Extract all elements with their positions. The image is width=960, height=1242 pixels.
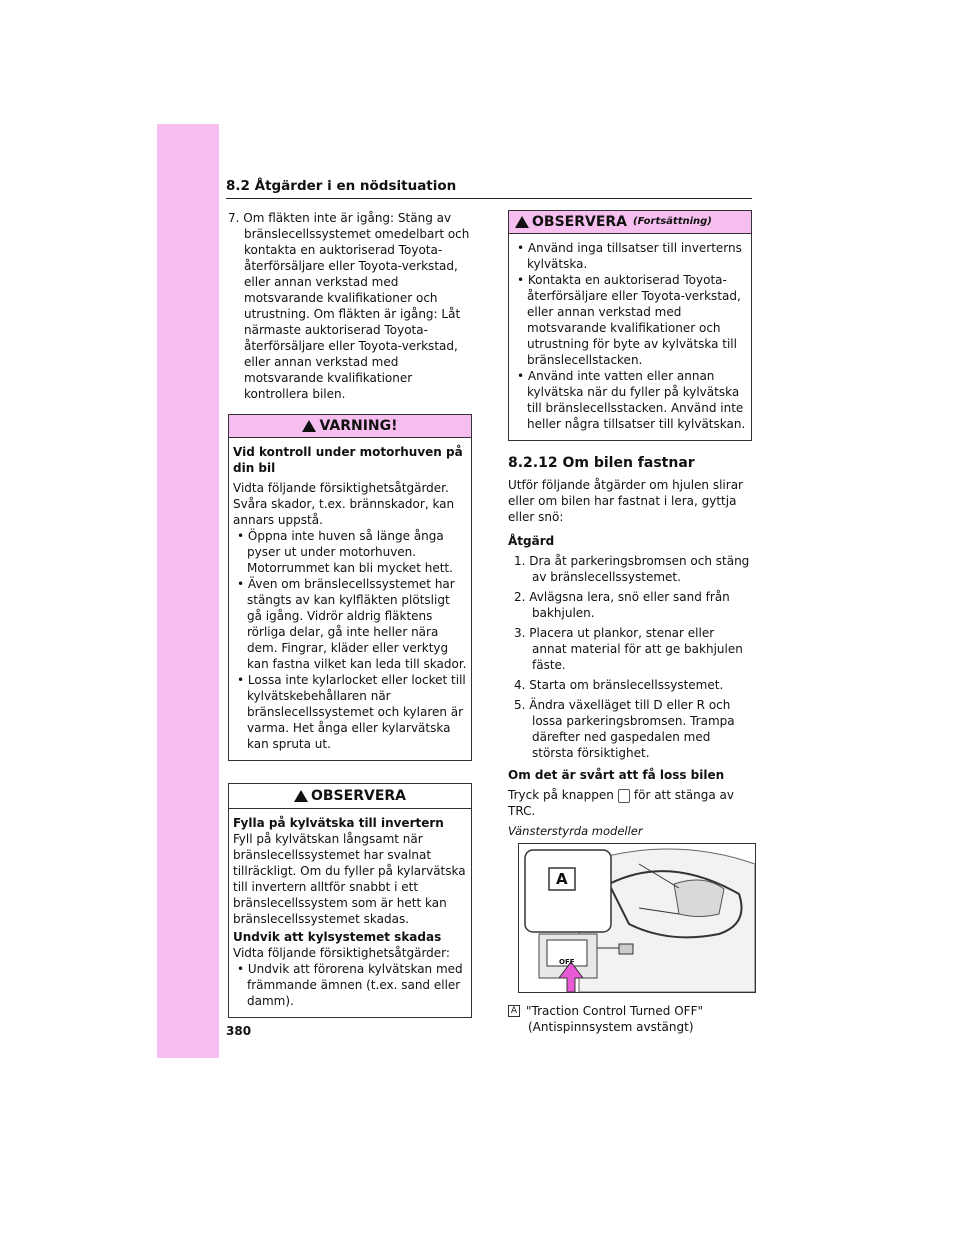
caption-text: "Traction Control Turned OFF" (Antispinnsystem avstängt) — [526, 1004, 703, 1034]
observera-cont-header — [509, 211, 751, 234]
cont-bullet-2: • Kontakta en auktoriserad Toyota-återförsäljare eller Toyota-verkstad, eller annan verkstad med motsvarande kvalifikationer och utrustning för byte av kylvätska till bränslecellstacken. — [517, 273, 741, 367]
observera-title: OBSERVERA — [310, 788, 406, 804]
observera-cont-body — [509, 234, 751, 440]
caution-icon — [515, 216, 529, 228]
observera-body — [229, 809, 471, 1017]
atgard-label: Åtgärd — [508, 534, 555, 548]
observera-cont-box — [508, 210, 752, 441]
observera-sub-2: Undvik att kylsystemet skadas — [233, 930, 442, 944]
observera-text-2: Vidta följande försiktighetsåtgärder: — [233, 946, 450, 960]
step-4: 4. Starta om bränslecellssystemet. — [514, 678, 724, 692]
right-column — [508, 210, 752, 1035]
press-instruction — [508, 787, 752, 819]
warning-subtitle: Vid kontroll under motorhuven på din bil — [233, 445, 463, 475]
observera-box — [228, 783, 472, 1018]
cont-bullet-1: • Använd inga tillsatser till inverterns kylvätska. — [517, 241, 742, 271]
observera-cont-title: OBSERVERA — [532, 214, 628, 230]
observera-bullet: • Undvik att förorena kylvätskan med främmande ämnen (t.ex. sand eller damm). — [237, 962, 463, 1008]
caution-icon — [294, 790, 308, 802]
step-7: 7. Om fläkten inte är igång: Stäng av bränslecellssystemet omedelbart och kontakta en auktoriserad Toyota-återförsäljare eller Toyota-verkstad, eller annan verkstad med motsvarande kvalifikationer och utrustning. Om fläkten är igång: Låt närmaste auktoriserad Toyota-återförsäljare eller Toyota-verkstad, eller annan verkstad med motsvarande kvalifikationer kontrollera bilen. — [228, 211, 470, 401]
warning-icon — [302, 420, 316, 432]
dashboard-illustration — [519, 844, 755, 992]
cont-bullet-3: • Använd inte vatten eller annan kylvätska när du fyller på kylvätska till bränslecellsstacken. Använd inte heller några tillsatser till kylvätskan. — [517, 369, 746, 431]
hard-title: Om det är svårt att få loss bilen — [508, 768, 725, 782]
step-3: 3. Placera ut plankor, stenar eller annat material för att ge bakhjulen fäste. — [514, 626, 743, 672]
observera-sub-1: Fylla på kylvätska till invertern — [233, 816, 444, 830]
step-5: 5. Ändra växelläget till D eller R och lossa parkeringsbromsen. Trampa därefter ned gaspedalen med största försiktighet. — [514, 698, 735, 760]
warning-box — [228, 414, 472, 761]
dashboard-figure — [518, 843, 756, 993]
figure-label-a: A — [556, 870, 568, 888]
left-column — [228, 210, 472, 1018]
trc-button-icon — [618, 789, 630, 803]
press-pre: Tryck på knappen — [508, 788, 614, 802]
figure-off-label: OFF — [559, 958, 575, 966]
header-rule — [226, 198, 752, 199]
section-header: 8.2 Åtgärder i en nödsituation — [226, 178, 457, 194]
steps-list — [508, 553, 752, 761]
warning-bullet-1: • Öppna inte huven så länge ånga pyser ut under motorhuven. Motorrummet kan bli mycket hett. — [237, 529, 453, 575]
page-tab-band — [157, 124, 219, 1058]
warning-header — [229, 415, 471, 438]
warning-bullet-2: • Även om bränslecellssystemet har stängts av kan kylfläkten plötsligt gå igång. Vidrör aldrig fläktens rörliga delar, gå inte heller nära dem. Fingrar, kläder eller verktyg kan fastna vilket kan leda till skador. — [237, 577, 467, 671]
warning-bullet-3: • Lossa inte kylarlocket eller locket till kylvätskebehållaren när bränslecellssystemet och kylaren är varma. Het ånga eller kylarvätska kan spruta ut. — [237, 673, 466, 751]
warning-title: VARNING! — [319, 418, 398, 434]
models-note: Vänsterstyrda modeller — [508, 824, 643, 838]
step-1: 1. Dra åt parkeringsbromsen och stäng av bränslecellssystemet. — [514, 554, 750, 584]
warning-intro: Vidta följande försiktighetsåtgärder. Svåra skador, t.ex. brännskador, kan annars uppstå. — [233, 481, 455, 527]
press-post: för att stänga av TRC. — [508, 788, 734, 818]
figure-caption — [508, 1003, 752, 1035]
page-number: 380 — [226, 1024, 252, 1038]
continued-label: (Fortsättning) — [633, 216, 712, 227]
observera-text-1: Fyll på kylvätskan långsamt när bränslecellssystemet har svalnat tillräckligt. Om du fyller på kylarvätska till invertern alltför snabbt i ett bränslecellssystem som är hett kan bränslecellssystemet skadas. — [233, 832, 466, 926]
caption-label: A — [508, 1005, 520, 1017]
section-heading: 8.2.12 Om bilen fastnar — [508, 455, 695, 471]
observera-header — [229, 784, 471, 809]
section-intro: Utför följande åtgärder om hjulen slirar eller om bilen har fastnat i lera, gyttja eller snö: — [508, 478, 743, 524]
step-2: 2. Avlägsna lera, snö eller sand från bakhjulen. — [514, 590, 730, 620]
warning-body — [229, 438, 471, 760]
